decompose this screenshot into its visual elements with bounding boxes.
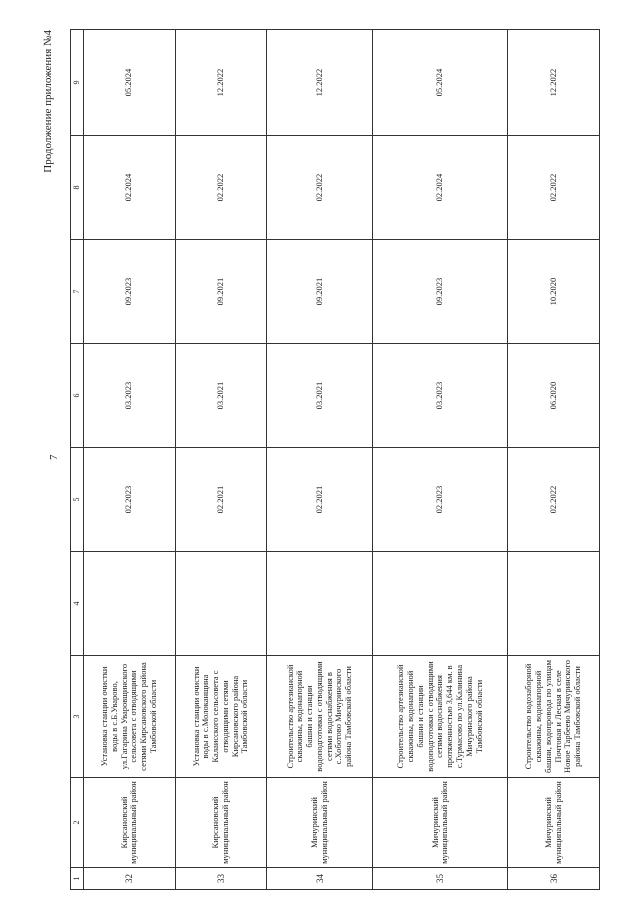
page-number: 7 [48,454,60,460]
column-number: 3 [71,656,84,778]
date-cell: 02.2024 [84,136,176,240]
object-cell: Строительство водозаборной скважины, водонапорной башни, водопровода по улицам Почтовая и Лесная в селе Новое Тарбеево Мичуринского района Тамбовской области [508,656,600,778]
date-cell: 03.2021 [267,344,373,448]
date-cell: 09.2023 [373,240,508,344]
date-cell: 02.2022 [267,136,373,240]
empty-cell [267,552,373,656]
date-cell: 02.2023 [373,448,508,552]
table-row [175,30,267,890]
object-cell: Строительство артезианской скважины, водонапорной башни и станции водоподготовки с отводящими сетями водоснабжения протяженностью 3,644 км. в с.Турмасово по ул.Калинина Мичуринского района Тамбовской области [373,656,508,778]
column-number: 4 [71,552,84,656]
object-cell: Установка станции очистки воды в с.Б.Уварово, ул.Гагарина Уваровщинского сельсовета с отводящими сетями Кирсановского района Тамбовской области [84,656,176,778]
date-cell: 10.2020 [508,240,600,344]
district-cell: Мичуринский муниципальный район [508,778,600,868]
district-cell: Кирсановский муниципальный район [84,778,176,868]
date-cell: 12.2022 [175,30,267,136]
date-cell: 05.2024 [373,30,508,136]
empty-cell [175,552,267,656]
date-cell: 02.2022 [508,448,600,552]
date-cell: 02.2021 [175,448,267,552]
column-number: 2 [71,778,84,868]
table-row [508,30,600,890]
column-number: 6 [71,344,84,448]
date-cell: 03.2021 [175,344,267,448]
rotated-page [40,30,600,890]
date-cell: 12.2022 [508,30,600,136]
date-cell: 05.2024 [84,30,176,136]
date-cell: 02.2024 [373,136,508,240]
column-number: 9 [71,30,84,136]
date-cell: 03.2023 [84,344,176,448]
date-cell: 09.2023 [84,240,176,344]
district-cell: Кирсановский муниципальный район [175,778,267,868]
district-cell: Мичуринский муниципальный район [267,778,373,868]
date-cell: 02.2022 [175,136,267,240]
row-number: 33 [175,868,267,890]
district-cell: Мичуринский муниципальный район [373,778,508,868]
date-cell: 09.2021 [175,240,267,344]
column-number-row [71,30,84,890]
object-cell: Установка станции очистки воды в с.Молоканщина Калаисского сельсовета с отводящими сетями Кирсановского района Тамбовской области [175,656,267,778]
date-cell: 02.2022 [508,136,600,240]
date-cell: 02.2021 [267,448,373,552]
column-number: 1 [71,868,84,890]
table-row [267,30,373,890]
empty-cell [508,552,600,656]
row-number: 35 [373,868,508,890]
date-cell: 09.2021 [267,240,373,344]
table-row [373,30,508,890]
object-cell: Строительство артезианской скважины, водонапорной башни и станции водоподготовки с отводящими сетями водоснабжения в с.Хоботово Мичуринского района Тамбовской области [267,656,373,778]
row-number: 36 [508,868,600,890]
column-number: 7 [71,240,84,344]
date-cell: 06.2020 [508,344,600,448]
row-number: 34 [267,868,373,890]
empty-cell [84,552,176,656]
appendix-caption: Продолжение приложения №4 [42,30,54,173]
table-row [84,30,176,890]
date-cell: 02.2023 [84,448,176,552]
empty-cell [373,552,508,656]
date-cell: 12.2022 [267,30,373,136]
column-number: 5 [71,448,84,552]
schedule-table [70,29,600,890]
column-number: 8 [71,136,84,240]
date-cell: 03.2023 [373,344,508,448]
row-number: 32 [84,868,176,890]
